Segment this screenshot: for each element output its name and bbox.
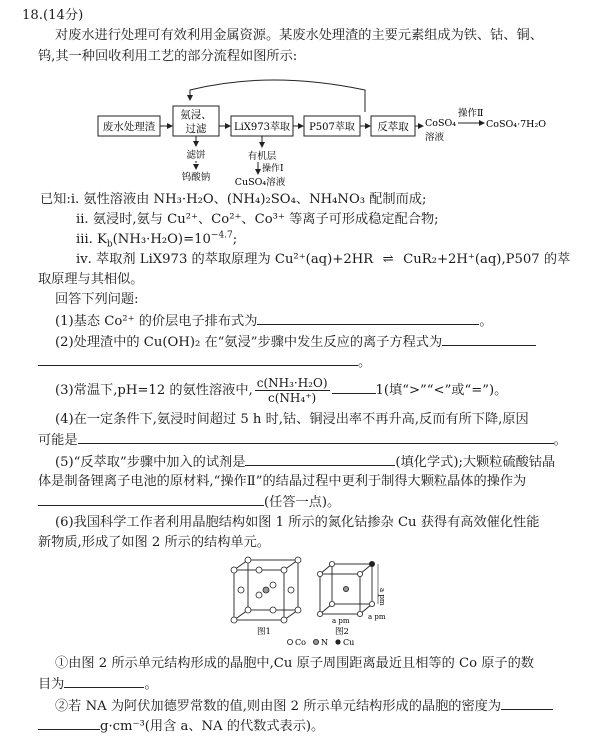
box-lix973-label: LiX973萃取 [233,122,291,133]
question-5-line-2: 体是制备锂离子电池的原材料,“操作Ⅱ”的结晶过程中更利于制得大颗粒晶体的操作为 [38,474,527,489]
question-6: (6)我国科学工作者利用晶胞结构如图 1 所示的氮化钴掺杂 Cu 获得有高效催化性能 [55,515,540,530]
answer-blank-5b[interactable] [38,492,264,506]
questions-heading: 回答下列问题: [55,292,139,307]
question-5: (5)“反萃取”步骤中加入的试剂是 (填化学式);大颗粒硫酸钴晶 [55,452,597,472]
box-ammonia-leach-label-2: 过滤 [185,123,207,135]
known-line-1 [40,190,597,209]
recycle-arrow [190,80,365,112]
box-waste-residue-label: 废水处理渣 [102,121,156,133]
question-2-cont: 。 [38,352,597,372]
concentration-fraction: $\frac{\text{c(NH₃·H₂O)}}{\text{c(NH₄⁺)}}$ [256,376,328,405]
question-6-line-2: 新物质,形成了如图 2 所示的结构单元。 [38,535,270,550]
operation-1-label: 操作Ⅰ [262,164,284,174]
question-1: (1)基态 Co²⁺ 的价层电子排布式为 。 [55,311,597,331]
question-header [22,6,597,25]
legend-co-label: Co [295,638,306,646]
cosso4-solution-label-2: 溶液 [425,132,445,143]
cosso4-hydrate-label: CoSO₄·7H₂O [486,119,547,130]
crystal-figures [228,556,418,646]
figure-2-caption: 图2 [335,627,349,637]
answer-blank-5a[interactable] [245,452,395,466]
question-2: (2)处理渣中的 Cu(OH)₂ 在“氨浸”步骤中发生反应的离子方程式为 [55,332,597,352]
edge-label-a-depth: a pm [368,613,386,621]
figure-2-atoms [317,561,374,616]
sodium-tungstate-label: 钨酸钠 [181,172,211,183]
question-6-part-1-cont: 目为 。 [38,674,597,694]
organic-layer-label: 有机层 [247,151,277,162]
edge-label-a-vertical: a pm [378,588,386,606]
intro-line-2: 钨,其一种回收利用工艺的部分流程如图所示: [38,49,298,64]
question-number: 18. [22,8,43,23]
figure-1-caption: 图1 [257,627,271,637]
legend-n-label: N [321,638,328,646]
known-item-2: ⅱ. 氨浸时,氨与 Cu²⁺、Co²⁺、Co³⁺ 等离子可形成稳定配合物; [76,212,439,227]
question-6-part-2-cont: g·cm⁻³(用含 a、NA 的代数式表示)。 [38,716,597,736]
figure-1-atoms [231,557,301,623]
answer-blank-1[interactable] [257,311,479,325]
filter-cake-label: 滤饼 [186,150,206,161]
legend-co-icon [287,639,292,644]
answer-blank-2b[interactable] [38,352,358,366]
question-4: (4)在一定条件下,氨浸时间超过 5 h 时,钴、铜浸出率不再升高,反而有所下降,原因 [55,412,529,427]
equilibrium-arrow-icon: ⇌ [382,252,394,267]
question-5-line-3: (任答一点)。 [38,492,597,512]
operation-2-label: 操作Ⅱ [458,108,484,119]
known-label: 已知: [40,192,71,207]
known-item-3: ⅲ. $K_b(NH_3\cdot H_2O)=10^{-4.7}$; [76,230,238,250]
answer-blank-2a[interactable] [442,332,536,346]
intro-line-1: 对废水进行处理可有效利用金属资源。某废水处理渣的主要元素组成为铁、钴、铜、 [55,28,543,43]
known-item-4: ⅳ. 萃取剂 LiX973 的萃取原理为 Cu²⁺(aq)+2HR ⇌ CuR₂+2H⁺(aq),P507 的萃 [76,252,571,267]
box-back-extraction-label: 反萃取 [377,121,409,133]
box-ammonia-leach-label-1: 氨浸、 [180,109,212,121]
process-flow-diagram [90,70,560,190]
question-3: (3)常温下,pH=12 的氨性溶液中, $\frac{\text{c(NH₃·H₂O)}}{\text{c(NH₄⁺)}}$ 1(填“>”“<”或“=”)。 [55,376,508,405]
atom-legend [287,638,354,646]
question-6-part-1: ①由图 2 所示单元结构形成的晶胞中,Cu 原子周围距离最近且相等的 Co 原子的数 [55,656,534,671]
legend-cu-label: Cu [343,638,355,646]
legend-n-icon [313,639,318,644]
answer-blank-6b-b[interactable] [38,716,100,730]
answer-blank-4[interactable] [78,430,554,444]
answer-blank-6a[interactable] [64,674,144,688]
edge-label-a-bottom: a pm [332,617,350,625]
cosso4-solution-label: CoSO₄ [425,118,457,129]
box-p507-label: P507萃取 [309,122,355,133]
answer-blank-6b-a[interactable] [501,696,553,710]
known-item-1: ⅰ. 氨性溶液由 NH₃·H₂O、(NH₄)₂SO₄、NH₄NO₃ 配制而成; [70,192,427,207]
question-score: (14分) [42,8,84,23]
legend-cu-icon [335,639,340,644]
known-item-4-cont: 取原理与其相似。 [38,272,144,287]
cuso4-solution-label: CuSO₄溶液 [234,177,286,188]
answer-blank-3[interactable] [332,380,376,394]
question-6-part-2: ②若 NA 为阿伏加德罗常数的值,则由图 2 所示单元结构形成的晶胞的密度为 [55,696,597,716]
question-4-cont: 可能是 。 [38,430,597,450]
